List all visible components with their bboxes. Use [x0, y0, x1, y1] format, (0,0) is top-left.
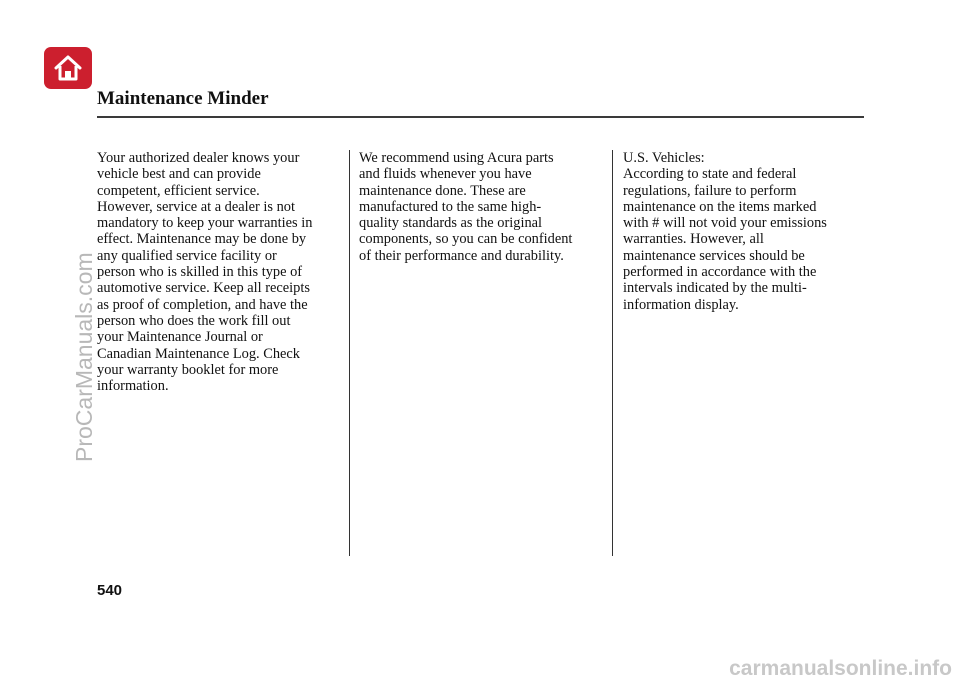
- page-title: Maintenance Minder: [97, 88, 269, 109]
- column-divider: [349, 150, 350, 556]
- column-us-vehicles: U.S. Vehicles: According to state and federal regulations, failure to perform maintenance on the items marked with # will not void your emissions warranties. However, all maintenance services should be performed in accordance with the intervals indicated by the multi- information display.: [623, 150, 827, 313]
- column-acura-parts: We recommend using Acura parts and fluids whenever you have maintenance done. These are manufactured to the same high- quality standards as the original components, so you can be confident of their performance and durability.: [359, 150, 573, 264]
- home-button[interactable]: [44, 47, 92, 89]
- column-dealer-service: Your authorized dealer knows your vehicle best and can provide competent, efficient service. However, service at a dealer is not mandatory to keep your warranties in effect. Maintenance may be done by any qualified service facility or person who is skilled in this type of automotive service. Keep all receipts as proof of completion, and have the person who does the work fill out your Maintenance Journal or Canadian Maintenance Log. Check your warranty booklet for more information.: [97, 150, 313, 395]
- title-divider: [97, 116, 864, 118]
- column-divider: [612, 150, 613, 556]
- bottom-watermark: carmanualsonline.info: [729, 657, 952, 680]
- side-watermark: ProCarManuals.com: [71, 252, 97, 462]
- home-icon: [53, 54, 83, 82]
- page-number: 540: [97, 582, 123, 599]
